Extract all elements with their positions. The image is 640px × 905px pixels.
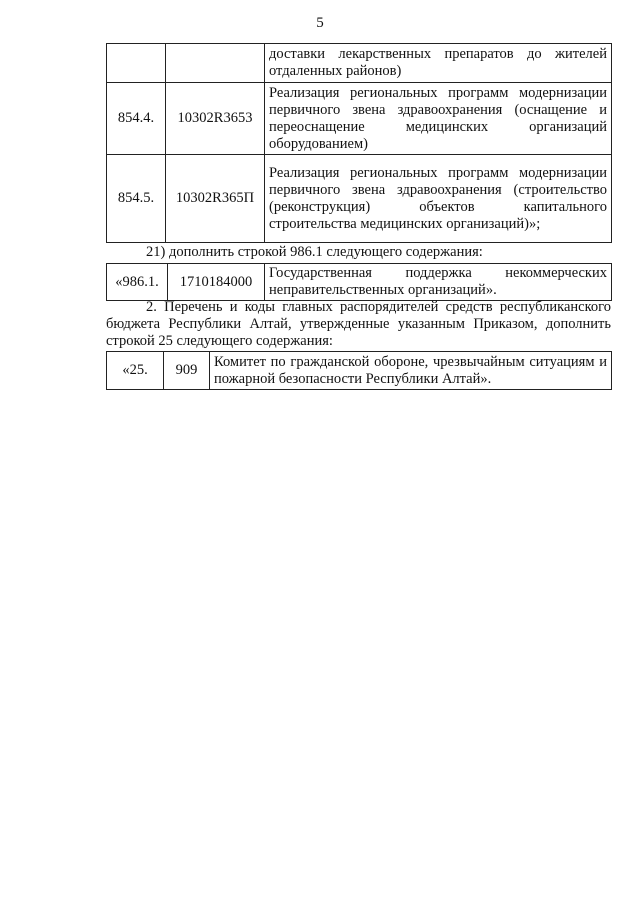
table-row <box>107 83 612 155</box>
code-986-table <box>106 263 612 301</box>
row-code <box>166 44 265 83</box>
table-row <box>107 155 612 243</box>
row-number: «986.1. <box>107 264 168 301</box>
row-number: 854.4. <box>107 83 166 155</box>
row-number <box>107 44 166 83</box>
row-number: 854.5. <box>107 155 166 243</box>
row-description: Государственная поддержка некоммерческих неправительственных организаций». <box>265 264 612 301</box>
row-code: 10302R365П <box>166 155 265 243</box>
row-description: Реализация региональных программ модернизации первичного звена здравоохранения (оснащение и переоснащение медицинских организаций оборудованием) <box>265 83 612 155</box>
row-code: 1710184000 <box>168 264 265 301</box>
row-code: 10302R3653 <box>166 83 265 155</box>
row-description: доставки лекарственных препаратов до жителей отдаленных районов) <box>265 44 612 83</box>
code-25-table <box>106 351 612 390</box>
row-number: «25. <box>107 352 164 390</box>
row-description: Комитет по гражданской обороне, чрезвычайным ситуациям и пожарной безопасности Республики Алтай». <box>210 352 612 390</box>
table-row <box>107 264 612 301</box>
item-21-text: 21) дополнить строкой 986.1 следующего содержания: <box>146 244 483 260</box>
table-row <box>107 44 612 83</box>
row-code: 909 <box>164 352 210 390</box>
table-row <box>107 352 612 390</box>
page-number: 5 <box>316 15 324 31</box>
budget-codes-table <box>106 43 612 243</box>
row-description: Реализация региональных программ модернизации первичного звена здравоохранения (строительство (реконструкция) объектов капитального строительства медицинских организаций)»; <box>265 155 612 243</box>
item-2-text: 2. Перечень и коды главных распорядителей средств республиканского бюджета Республики Алтай, утвержденные указанным Приказом, дополнить строкой 25 следующего содержания: <box>106 299 611 349</box>
